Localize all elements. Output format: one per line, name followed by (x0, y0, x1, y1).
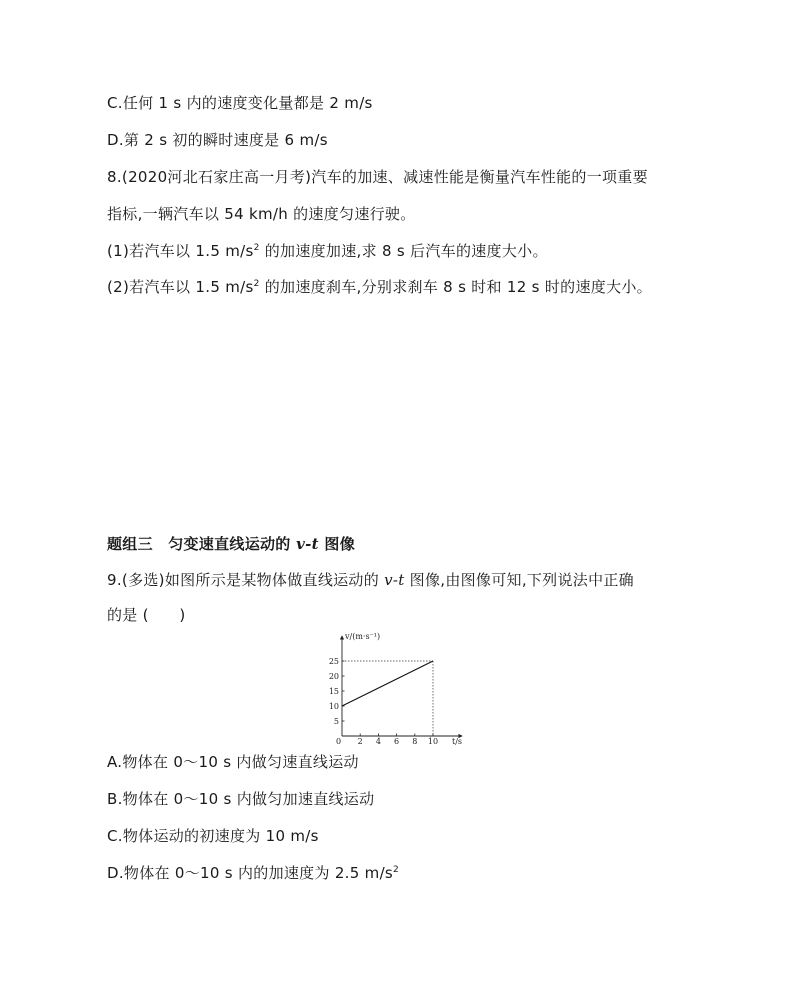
q8-stem-line-2: 指标,一辆汽车以 54 km/h 的速度匀速行驶。 (107, 205, 416, 223)
q8-part-1-exponent: 2 (253, 243, 260, 253)
q8-part-2-text: (2)若汽车以 1.5 m/s (107, 278, 254, 296)
y-tick-label: 25 (328, 657, 339, 666)
q9-stem-text: 9.(多选)如图所示是某物体做直线运动的 (107, 571, 385, 589)
q7-option-c: C.任何 1 s 内的速度变化量都是 2 m/s (107, 94, 373, 112)
q9-option-a: A.物体在 0～10 s 内做匀速直线运动 (107, 753, 359, 771)
vt-chart (325, 632, 467, 746)
vt-chart-svg (325, 632, 467, 746)
q9-option-b: B.物体在 0～10 s 内做匀加速直线运动 (107, 790, 375, 808)
q9-stem-line-2: 的是 ( ) (107, 606, 186, 624)
x-tick-label: 6 (394, 737, 400, 746)
q7-option-d: D.第 2 s 初的瞬时速度是 6 m/s (107, 131, 328, 149)
y-tick-label: 5 (333, 717, 339, 726)
y-axis-label: v/(m·s⁻¹) (345, 632, 381, 641)
y-tick-label: 10 (328, 702, 339, 711)
x-tick-label: 10 (427, 737, 439, 746)
q9-option-d-exponent: 2 (393, 865, 400, 875)
q8-part-1-text-end: 的加速度加速,求 8 s 后汽车的速度大小。 (259, 242, 548, 260)
y-tick-label: 15 (328, 687, 339, 696)
q9-option-d (107, 863, 399, 883)
x-tick-label: 2 (357, 737, 363, 746)
q8-part-2-text-end: 的加速度刹车,分别求刹车 8 s 时和 12 s 时的速度大小。 (259, 278, 652, 296)
q8-part-2-exponent: 2 (253, 279, 260, 289)
y-tick-label: 20 (328, 672, 339, 681)
q9-option-d-text: D.物体在 0～10 s 内的加速度为 2.5 m/s (107, 864, 394, 882)
series-line-v (342, 661, 433, 706)
q8-part-2 (107, 277, 652, 297)
section-3-title-var: v-t (296, 535, 319, 553)
x-axis-label: t/s (452, 737, 463, 746)
q9-stem-line-1 (107, 570, 634, 590)
section-3-heading (107, 534, 355, 554)
q9-stem-text-end: 图像,由图像可知,下列说法中正确 (404, 571, 634, 589)
section-3-title-end: 图像 (318, 535, 356, 553)
section-3-title: 题组三 匀变速直线运动的 (107, 535, 297, 553)
q8-part-1-text: (1)若汽车以 1.5 m/s (107, 242, 254, 260)
q9-option-c: C.物体运动的初速度为 10 m/s (107, 827, 319, 845)
q9-stem-var: v-t (384, 571, 405, 589)
origin-label: 0 (336, 737, 342, 746)
q8-stem-line-1: 8.(2020河北石家庄高一月考)汽车的加速、减速性能是衡量汽车性能的一项重要 (107, 168, 648, 186)
q8-part-1 (107, 241, 548, 261)
x-tick-label: 4 (375, 737, 381, 746)
x-tick-label: 8 (412, 737, 418, 746)
